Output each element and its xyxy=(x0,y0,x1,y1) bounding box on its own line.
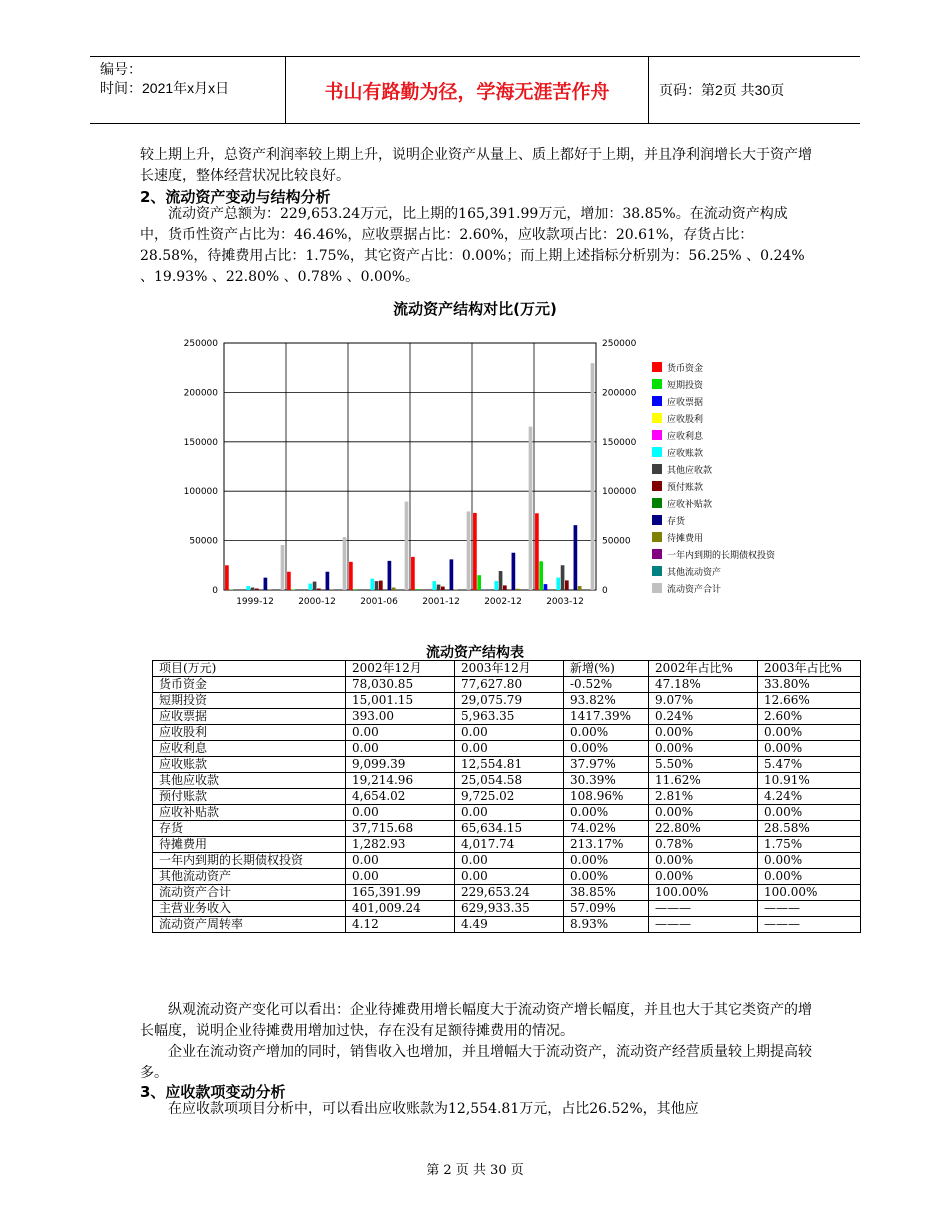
y-tick-label-left: 50000 xyxy=(189,536,218,547)
table-cell: 77,627.80 xyxy=(455,677,564,693)
table-cell: 22.80% xyxy=(649,821,758,837)
table-cell: 1,282.93 xyxy=(346,837,455,853)
table-cell: 主营业务收入 xyxy=(153,901,346,917)
legend-label: 其他流动资产 xyxy=(667,568,722,578)
table-cell: 4.12 xyxy=(346,917,455,933)
legend-swatch xyxy=(652,447,662,457)
bar-7-2002-12 xyxy=(499,571,503,590)
bar-10-2002-12 xyxy=(512,553,516,590)
table-cell: 短期投资 xyxy=(153,693,346,709)
table-cell: 11.62% xyxy=(649,773,758,789)
table-row xyxy=(153,853,861,869)
table-row xyxy=(153,709,861,725)
y-tick-label-left: 0 xyxy=(212,586,218,596)
header-meta xyxy=(90,57,286,123)
table-cell: 0.00% xyxy=(564,869,649,885)
table-cell: 9.07% xyxy=(649,693,758,709)
table-cell: 37.97% xyxy=(564,757,649,773)
paragraph-3: 纵观流动资产变化可以看出：企业待摊费用增长幅度大于流动资产增长幅度，并且也大于其它类资产的增长幅度，说明企业待摊费用增加过快，存在没有足额待摊费用的情况。 xyxy=(140,1002,812,1039)
table-cell: ——— xyxy=(758,901,861,917)
table-cell: 5,963.35 xyxy=(455,709,564,725)
bar-1-2003-12 xyxy=(535,513,539,590)
table-cell: 0.00 xyxy=(346,853,455,869)
bar-2-2001-12 xyxy=(415,589,419,590)
bar-8-2002-12 xyxy=(503,585,507,590)
legend-swatch xyxy=(652,515,662,525)
bar-7-1999-12 xyxy=(251,588,255,590)
bar-8-1999-12 xyxy=(255,589,259,590)
legend-label: 应收票据 xyxy=(667,398,704,408)
current-assets-table xyxy=(152,660,861,933)
paragraph-4: 企业在流动资产增加的同时，销售收入也增加，并且增幅大于流动资产，流动资产经营质量较上期提高较多。 xyxy=(140,1044,812,1081)
legend-swatch xyxy=(652,498,662,508)
table-cell: 37,715.68 xyxy=(346,821,455,837)
bar-11-2001-06 xyxy=(392,588,396,590)
x-tick-label: 2001-06 xyxy=(360,597,398,607)
table-cell: 100.00% xyxy=(649,885,758,901)
table-cell: 0.00 xyxy=(346,805,455,821)
bar-11-2003-12 xyxy=(578,586,582,590)
table-cell: 0.00 xyxy=(346,725,455,741)
table-cell: 1417.39% xyxy=(564,709,649,725)
table-cell: 0.00% xyxy=(564,741,649,757)
table-cell: 29,075.79 xyxy=(455,693,564,709)
legend-label: 其他应收款 xyxy=(667,466,713,476)
y-tick-label-left: 200000 xyxy=(183,388,218,399)
table-cell: 0.00% xyxy=(649,725,758,741)
table-cell: 应收股利 xyxy=(153,725,346,741)
table-cell: 8.93% xyxy=(564,917,649,933)
table-cell: 流动资产合计 xyxy=(153,885,346,901)
bar-7-2001-06 xyxy=(375,581,379,590)
y-tick-label-right: 100000 xyxy=(602,487,637,498)
table-cell: 应收账款 xyxy=(153,757,346,773)
legend-label: 流动资产合计 xyxy=(667,585,722,595)
y-tick-label-left: 150000 xyxy=(183,437,218,448)
bar-6-2000-12 xyxy=(308,584,312,590)
table-cell: 5.50% xyxy=(649,757,758,773)
bar-1-2002-12 xyxy=(473,513,477,590)
bar-14-2001-06 xyxy=(405,502,409,590)
table-row xyxy=(153,741,861,757)
bar-7-2003-12 xyxy=(561,565,565,590)
legend-swatch xyxy=(652,532,662,542)
table-cell: 0.00% xyxy=(564,805,649,821)
table-cell: 108.96% xyxy=(564,789,649,805)
legend-label: 存货 xyxy=(667,517,686,527)
table-cell: 2.81% xyxy=(649,789,758,805)
bar-1-1999-12 xyxy=(225,565,229,590)
legend-swatch xyxy=(652,481,662,491)
bar-7-2001-12 xyxy=(437,585,441,590)
table-cell: 165,391.99 xyxy=(346,885,455,901)
table-row xyxy=(153,805,861,821)
table-cell: 9,725.02 xyxy=(455,789,564,805)
table-cell: 货币资金 xyxy=(153,677,346,693)
table-cell: 0.00% xyxy=(564,725,649,741)
legend-label: 货币资金 xyxy=(667,364,704,374)
table-title: 流动资产结构表 xyxy=(426,645,524,661)
page-footer: 第 2 页 共 30 页 xyxy=(426,1163,524,1178)
table-cell: 78,030.85 xyxy=(346,677,455,693)
table-cell: 33.80% xyxy=(758,677,861,693)
bar-6-2002-12 xyxy=(494,581,498,590)
table-cell: 93.82% xyxy=(564,693,649,709)
table-header-cell: 2003年12月 xyxy=(455,661,564,677)
y-tick-label-left: 250000 xyxy=(183,339,218,349)
bar-10-1999-12 xyxy=(264,578,268,590)
table-row xyxy=(153,869,861,885)
table-cell: 12.66% xyxy=(758,693,861,709)
table-header-cell: 项目(万元) xyxy=(153,661,346,677)
current-assets-bar-chart xyxy=(140,325,790,610)
table-cell: 0.00% xyxy=(758,725,861,741)
x-tick-label: 2003-12 xyxy=(546,597,584,607)
paragraph-2: 流动资产总额为：229,653.24万元，比上期的165,391.99万元，增加：38.85%。在流动资产构成中，货币性资产占比为：46.46%，应收票据占比：2.60%，应收款项占比：20.61%，存货占比：28.58%，待摊费用占比：1.75%，其它资产占比：0.00%；而上期上述指标分析别为：56.25% 、0.24% 、19.93% 、22.80% 、0.78% 、0.00%。 xyxy=(140,206,805,285)
table-cell: 65,634.15 xyxy=(455,821,564,837)
table-row xyxy=(153,773,861,789)
table-cell: ——— xyxy=(649,917,758,933)
x-tick-label: 2001-12 xyxy=(422,597,460,607)
y-tick-label-right: 200000 xyxy=(602,388,637,399)
table-cell: 30.39% xyxy=(564,773,649,789)
table-cell: 应收补贴款 xyxy=(153,805,346,821)
table-cell: 其他应收款 xyxy=(153,773,346,789)
header-motto: 书山有路勤为径，学海无涯苦作舟 xyxy=(286,57,649,123)
bar-8-2003-12 xyxy=(565,580,569,590)
x-tick-label: 2000-12 xyxy=(298,597,336,607)
bar-8-2001-06 xyxy=(379,581,383,590)
bar-8-2001-12 xyxy=(441,587,445,590)
table-cell: 0.00% xyxy=(649,869,758,885)
bar-7-2000-12 xyxy=(313,582,317,590)
table-cell: 0.00 xyxy=(455,853,564,869)
bar-10-2000-12 xyxy=(326,572,330,590)
table-row xyxy=(153,693,861,709)
table-cell: 0.00% xyxy=(758,853,861,869)
table-cell: 应收利息 xyxy=(153,741,346,757)
table-cell: 28.58% xyxy=(758,821,861,837)
table-cell: 1.75% xyxy=(758,837,861,853)
table-cell: 15,001.15 xyxy=(346,693,455,709)
bar-1-2001-06 xyxy=(349,562,353,590)
table-cell: 10.91% xyxy=(758,773,861,789)
y-tick-label-right: 50000 xyxy=(602,536,631,547)
table-cell: 25,054.58 xyxy=(455,773,564,789)
bar-2-2002-12 xyxy=(477,575,481,590)
table-row xyxy=(153,821,861,837)
table-cell: 19,214.96 xyxy=(346,773,455,789)
table-row xyxy=(153,725,861,741)
table-row xyxy=(153,901,861,917)
table-cell: 0.00% xyxy=(649,805,758,821)
bar-14-1999-12 xyxy=(281,545,285,590)
header-page-info: 页码：第2页 共30页 xyxy=(659,82,785,98)
legend-swatch xyxy=(652,430,662,440)
table-cell: 9,099.39 xyxy=(346,757,455,773)
table-cell: 其他流动资产 xyxy=(153,869,346,885)
table-header-row xyxy=(153,661,861,677)
bar-14-2000-12 xyxy=(343,537,347,590)
table-cell: 0.00 xyxy=(455,805,564,821)
bar-2-2001-06 xyxy=(353,589,357,590)
table-cell: 629,933.35 xyxy=(455,901,564,917)
table-cell: ——— xyxy=(649,901,758,917)
table-cell: 2.60% xyxy=(758,709,861,725)
bar-6-1999-12 xyxy=(246,586,250,590)
legend-label: 一年内到期的长期债权投资 xyxy=(667,551,776,561)
bar-10-2003-12 xyxy=(574,525,578,590)
table-cell: 5.47% xyxy=(758,757,861,773)
legend-swatch xyxy=(652,549,662,559)
table-cell: 0.00 xyxy=(346,869,455,885)
table-cell: 0.00% xyxy=(758,805,861,821)
table-cell: ——— xyxy=(758,917,861,933)
y-tick-label-right: 0 xyxy=(602,586,608,596)
x-tick-label: 1999-12 xyxy=(236,597,274,607)
paragraph-1: 较上期上升，总资产利润率较上期上升，说明企业资产从量上、质上都好于上期，并且净利润增长大于资产增长速度，整体经营状况比较良好。 xyxy=(140,147,812,184)
table-cell: 存货 xyxy=(153,821,346,837)
bar-10-2001-06 xyxy=(388,561,392,590)
y-tick-label-left: 100000 xyxy=(183,487,218,498)
table-header-cell: 2002年占比% xyxy=(649,661,758,677)
bar-6-2001-12 xyxy=(432,581,436,590)
bar-2-2003-12 xyxy=(539,561,543,590)
legend-swatch xyxy=(652,396,662,406)
bar-14-2001-12 xyxy=(467,511,471,590)
table-cell: 0.00 xyxy=(455,725,564,741)
legend-label: 应收利息 xyxy=(667,432,704,442)
table-header-cell: 新增(%) xyxy=(564,661,649,677)
table-row xyxy=(153,789,861,805)
legend-swatch xyxy=(652,583,662,593)
table-cell: 预付账款 xyxy=(153,789,346,805)
table-row xyxy=(153,917,861,933)
table-cell: 4.24% xyxy=(758,789,861,805)
legend-label: 待摊费用 xyxy=(667,534,704,544)
legend-swatch xyxy=(652,413,662,423)
legend-swatch xyxy=(652,362,662,372)
table-cell: 0.00% xyxy=(649,853,758,869)
table-cell: 0.00 xyxy=(455,741,564,757)
legend-label: 应收补贴款 xyxy=(667,500,713,510)
table-cell: 0.00% xyxy=(564,853,649,869)
time-label: 时间：2021年x月x日 xyxy=(100,80,230,96)
bar-10-2001-12 xyxy=(450,559,454,590)
legend-label: 应收账款 xyxy=(667,449,704,459)
legend-label: 短期投资 xyxy=(667,381,704,391)
section-heading-3: 3、应收款项变动分析 xyxy=(140,1083,286,1101)
table-row xyxy=(153,757,861,773)
bar-1-2001-12 xyxy=(411,557,415,590)
table-cell: 0.00% xyxy=(758,869,861,885)
table-cell: 4.49 xyxy=(455,917,564,933)
table-header-cell: 2002年12月 xyxy=(346,661,455,677)
table-cell: -0.52% xyxy=(564,677,649,693)
table-cell: 213.17% xyxy=(564,837,649,853)
legend-swatch xyxy=(652,464,662,474)
y-tick-label-right: 150000 xyxy=(602,437,637,448)
x-tick-label: 2002-12 xyxy=(484,597,522,607)
bar-8-2000-12 xyxy=(317,589,321,590)
table-cell: 0.78% xyxy=(649,837,758,853)
table-cell: 应收票据 xyxy=(153,709,346,725)
table-cell: 229,653.24 xyxy=(455,885,564,901)
table-header-cell: 2003年占比% xyxy=(758,661,861,677)
table-cell: 待摊费用 xyxy=(153,837,346,853)
bar-6-2003-12 xyxy=(556,578,560,590)
table-cell: 流动资产周转率 xyxy=(153,917,346,933)
table-cell: 0.00% xyxy=(649,741,758,757)
legend-swatch xyxy=(652,566,662,576)
bar-14-2003-12 xyxy=(591,363,595,590)
table-cell: 4,654.02 xyxy=(346,789,455,805)
bar-3-2003-12 xyxy=(544,584,548,590)
chart-title: 流动资产结构对比(万元) xyxy=(393,300,557,318)
bar-14-2002-12 xyxy=(529,427,533,590)
section-heading-2: 2、流动资产变动与结构分析 xyxy=(140,188,331,206)
page-header xyxy=(90,56,860,124)
table-row xyxy=(153,837,861,853)
table-cell: 0.00% xyxy=(758,741,861,757)
table-row xyxy=(153,677,861,693)
table-cell: 4,017.74 xyxy=(455,837,564,853)
y-tick-label-right: 250000 xyxy=(602,339,637,349)
table-cell: 100.00% xyxy=(758,885,861,901)
table-row xyxy=(153,885,861,901)
table-cell: 38.85% xyxy=(564,885,649,901)
table-cell: 一年内到期的长期债权投资 xyxy=(153,853,346,869)
table-cell: 47.18% xyxy=(649,677,758,693)
bar-1-2000-12 xyxy=(287,572,291,590)
legend-swatch xyxy=(652,379,662,389)
bar-11-2002-12 xyxy=(516,589,520,590)
paragraph-5: 在应收款项项目分析中，可以看出应收账款为12,554.81万元，占比26.52%，其他应 xyxy=(140,1101,699,1117)
bar-6-2001-06 xyxy=(370,579,374,590)
table-cell: 0.00 xyxy=(455,869,564,885)
table-cell: 393.00 xyxy=(346,709,455,725)
table-cell: 12,554.81 xyxy=(455,757,564,773)
table-cell: 0.24% xyxy=(649,709,758,725)
legend-label: 预付账款 xyxy=(667,483,704,493)
table-cell: 401,009.24 xyxy=(346,901,455,917)
number-label: 编号： xyxy=(100,61,142,77)
legend-label: 应收股利 xyxy=(667,415,704,425)
table-cell: 74.02% xyxy=(564,821,649,837)
table-cell: 0.00 xyxy=(346,741,455,757)
table-cell: 57.09% xyxy=(564,901,649,917)
